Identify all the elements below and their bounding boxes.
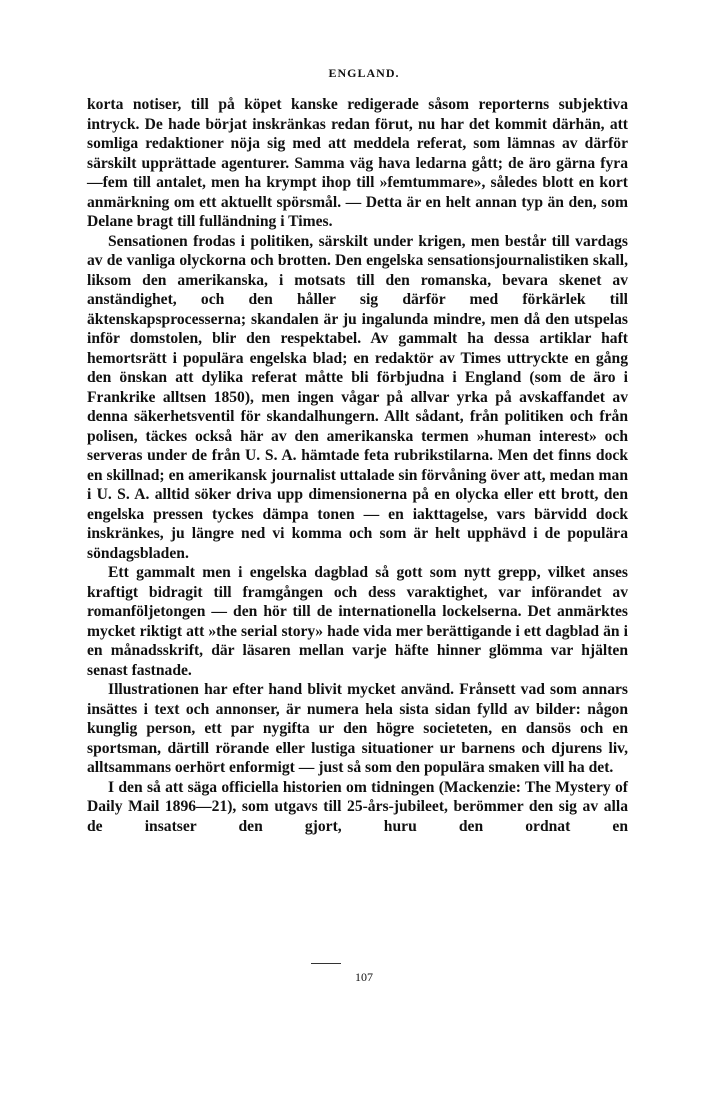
paragraph: korta notiser, till på köpet kanske redigerade såsom reporterns subjektiva intryck. De hade börjat inskränkas redan förut, nu har det kommit därhän, att somliga redaktioner nöja sig med att meddela referat, som lämnas av därför särskilt upprättade agenturer. Samma väg hava ledarna gått; de äro gärna fyra—fem till antalet, men ha krympt ihop till »femtummare», således blott en kort anmärkning om ett aktuellt spörsmål. — Detta är en helt annan typ än den, som Delane bragt till fulländning i Times. <box>87 96 628 230</box>
body-text <box>87 95 628 836</box>
page-number: 107 <box>355 970 373 984</box>
paragraph: I den så att säga officiella historien om tidningen (Mackenzie: The Mystery of Daily Mail 1896—21), som utgavs till 25-års-jubileet, berömmer den sig av alla de insatser den gjort, huru den ordnat en <box>87 778 628 835</box>
paragraph: Sensationen frodas i politiken, särskilt under krigen, men består till vardags av de vanliga olyckorna och brotten. Den engelska sensationsjournalistiken skall, liksom den amerikanska, i motsats till den romanska, bevara skenet av anständighet, och den håller sig därför med förkärlek till äktenskapsprocesserna; skandalen är ju ingalunda mindre, men då den utspelas inför domstolen, blir den respektabel. Av gammalt ha dessa artiklar haft hemortsrätt i populära engelska blad; en redaktör av Times uttryckte en gång den önskan att dylika referat måtte bli förbjudna i England (som de äro i Frankrike alltsen 1850), men ingen vågar på allvar yrka på avskaffandet av denna säkerhetsventil för skandalhungern. Allt sådant, från politiken och från polisen, täckes också här av den amerikanska termen »human interest» och serveras under de från U. S. A. hämtade feta rubrikstilarna. Men det finns dock en skillnad; en amerikansk journalist uttalade sin förvåning över att, medan man i U. S. A. alltid söker driva upp dimensionerna på en olycka eller ett brott, den engelska pressen tyckes dämpa tonen — en iakttagelse, vars bärvidd dock inskränkes, ju längre ned vi komma och som är helt upphävd i de populära söndagsbladen. <box>87 232 628 562</box>
running-head: ENGLAND. <box>328 66 400 80</box>
paragraph: Ett gammalt men i engelska dagblad så gott som nytt grepp, vilket anses kraftigt bidragit till framgången och dess varaktighet, var införandet av romanföljetongen — den hör till de internationella lockelserna. Det anmärktes mycket riktigt att »the serial story» hade vida mer berättigande i ett dagblad än i en månadsskrift, där läsaren mellan varje häfte hinner glömma var hjälten senast fastnade. <box>87 564 628 679</box>
page-number-rule <box>311 963 341 964</box>
paragraph: Illustrationen har efter hand blivit mycket använd. Frånsett vad som annars insättes i text och annonser, är numera hela sista sidan fylld av bilder: någon kunglig person, ett par nygifta ur den högre societeten, en dansös och en sportsman, därtill rörande eller lustiga situationer ur barnens och djurens liv, alltsammans oerhört enformigt — just så som den populära smaken vill ha det. <box>87 681 628 776</box>
